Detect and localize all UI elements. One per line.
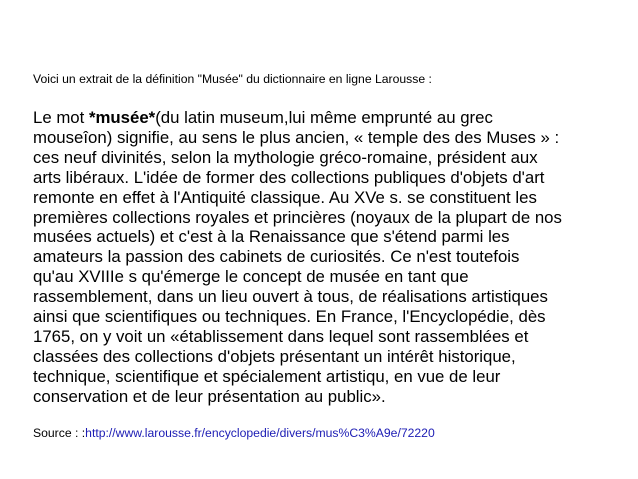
- definition-lead: Le mot: [33, 108, 89, 127]
- definition-line: qu'au XVIIIe s qu'émerge le concept de musée en tant que: [33, 267, 469, 287]
- definition-line: arts libéraux. L'idée de former des collections publiques d'objets d'art: [33, 167, 545, 187]
- source-link[interactable]: http://www.larousse.fr/encyclopedie/divers/mus%C3%A9e/72220: [85, 426, 435, 440]
- definition-line: classées des collections d'objets présentant un intérêt historique,: [33, 346, 516, 366]
- definition-line: rassemblement, dans un lieu ouvert à tous, de réalisations artistiques: [33, 287, 548, 307]
- definition-etymology: (du latin museum,lui même emprunté au grec: [155, 108, 493, 127]
- definition-line: musées actuels) et c'est à la Renaissance que s'étend parmi les: [33, 227, 510, 247]
- definition-line: conservation et de leur présentation au public».: [33, 386, 386, 406]
- definition-line: mouseîon) signifie, au sens le plus ancien, « temple des des Muses » :: [33, 127, 560, 147]
- definition-line: [33, 108, 633, 128]
- definition-line: remonte en effet à l'Antiquité classique. Au XVe s. se constituent les: [33, 187, 537, 207]
- definition-text: [33, 108, 633, 407]
- definition-line: premières collections royales et princières (noyaux de la plupart de nos: [33, 207, 562, 227]
- intro-text: Voici un extrait de la définition "Musée" du dictionnaire en ligne Larousse :: [33, 72, 432, 86]
- definition-line: 1765, on y voit un «établissement dans lequel sont rassemblées et: [33, 326, 529, 346]
- source-citation: [33, 426, 633, 441]
- source-label: Source : :: [33, 426, 86, 440]
- definition-line: technique, scientifique et spécialement artistiqu, en vue de leur: [33, 366, 501, 386]
- term-musee: *musée*: [88, 108, 156, 127]
- definition-line: ces neuf divinités, selon la mythologie gréco-romaine, président aux: [33, 147, 538, 167]
- definition-line: ainsi que scientifiques ou techniques. En France, l'Encyclopédie, dès: [33, 307, 546, 327]
- definition-line: amateurs la passion des cabinets de curiosités. Ce n'est toutefois: [33, 247, 520, 267]
